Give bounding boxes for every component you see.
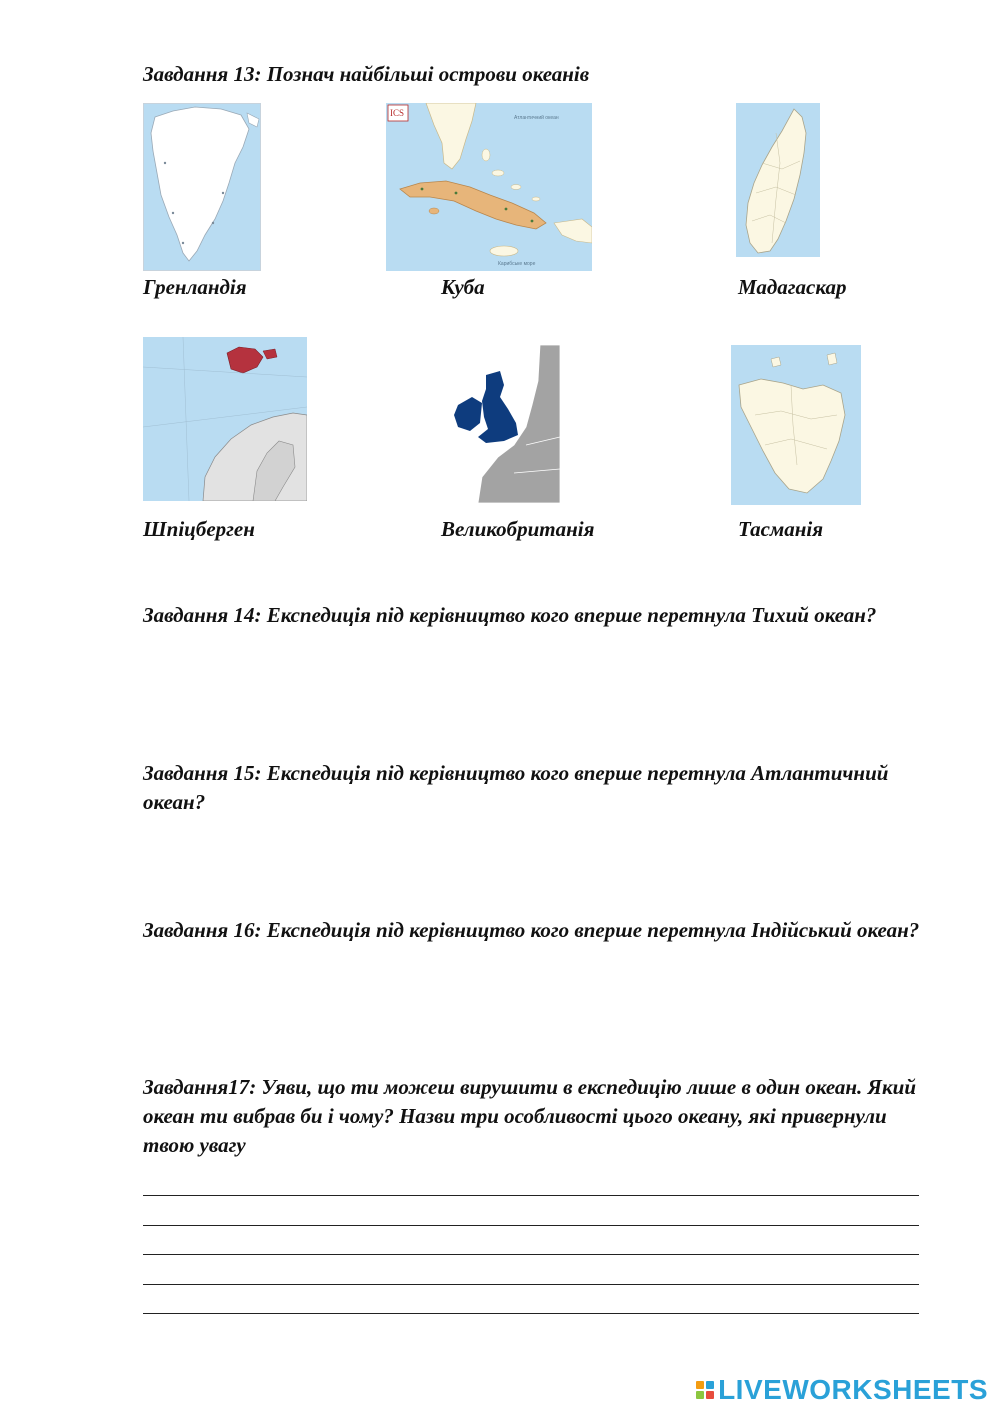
label-great-britain: Великобританія (441, 517, 595, 541)
label-svalbard: Шпіцберген (143, 517, 255, 541)
answer-line-3[interactable] (143, 1254, 919, 1255)
great-britain-map-icon (442, 345, 560, 503)
task-16-question: Завдання 16: Експедиція під керівництво кого вперше перетнула Індійський океан? (143, 918, 920, 942)
svg-text:ICS: ICS (390, 108, 405, 118)
tasmania-map-icon (731, 345, 861, 505)
label-madagascar: Мадагаскар (738, 275, 847, 299)
cuba-map-icon (386, 103, 592, 271)
task-17-question: Завдання17: Уяви, що ти можеш вирушити в експедицію лише в один океан. Який океан ти вибрав би і чому? Назви три особливості цього океану, які привернули твою увагу (143, 1075, 917, 1157)
answer-line-1[interactable] (143, 1195, 919, 1196)
liveworksheets-logo (696, 1374, 988, 1406)
madagascar-map-icon (736, 103, 820, 257)
svg-text:Атлантичний океан: Атлантичний океан (514, 115, 559, 121)
task-14-question: Завдання 14: Експедиція під керівництво кого вперше перетнула Тихий океан? (143, 603, 877, 627)
answer-line-4[interactable] (143, 1284, 919, 1285)
label-greenland: Гренландія (143, 275, 247, 299)
label-tasmania: Тасманія (738, 517, 824, 541)
svg-text:Карибське море: Карибське море (498, 261, 536, 267)
svalbard-map-icon (143, 337, 307, 501)
answer-line-5[interactable] (143, 1313, 919, 1314)
label-cuba: Куба (441, 275, 485, 299)
task-15-question: Завдання 15: Експедиція під керівництво кого вперше перетнула Атлантичний океан? (143, 761, 889, 814)
task-13-title: Завдання 13: Познач найбільші острови океанів (143, 62, 590, 86)
logo-text: LIVEWORKSHEETS (718, 1374, 988, 1405)
answer-line-2[interactable] (143, 1225, 919, 1226)
greenland-map-icon (143, 103, 261, 271)
logo-squares-icon (696, 1381, 714, 1399)
